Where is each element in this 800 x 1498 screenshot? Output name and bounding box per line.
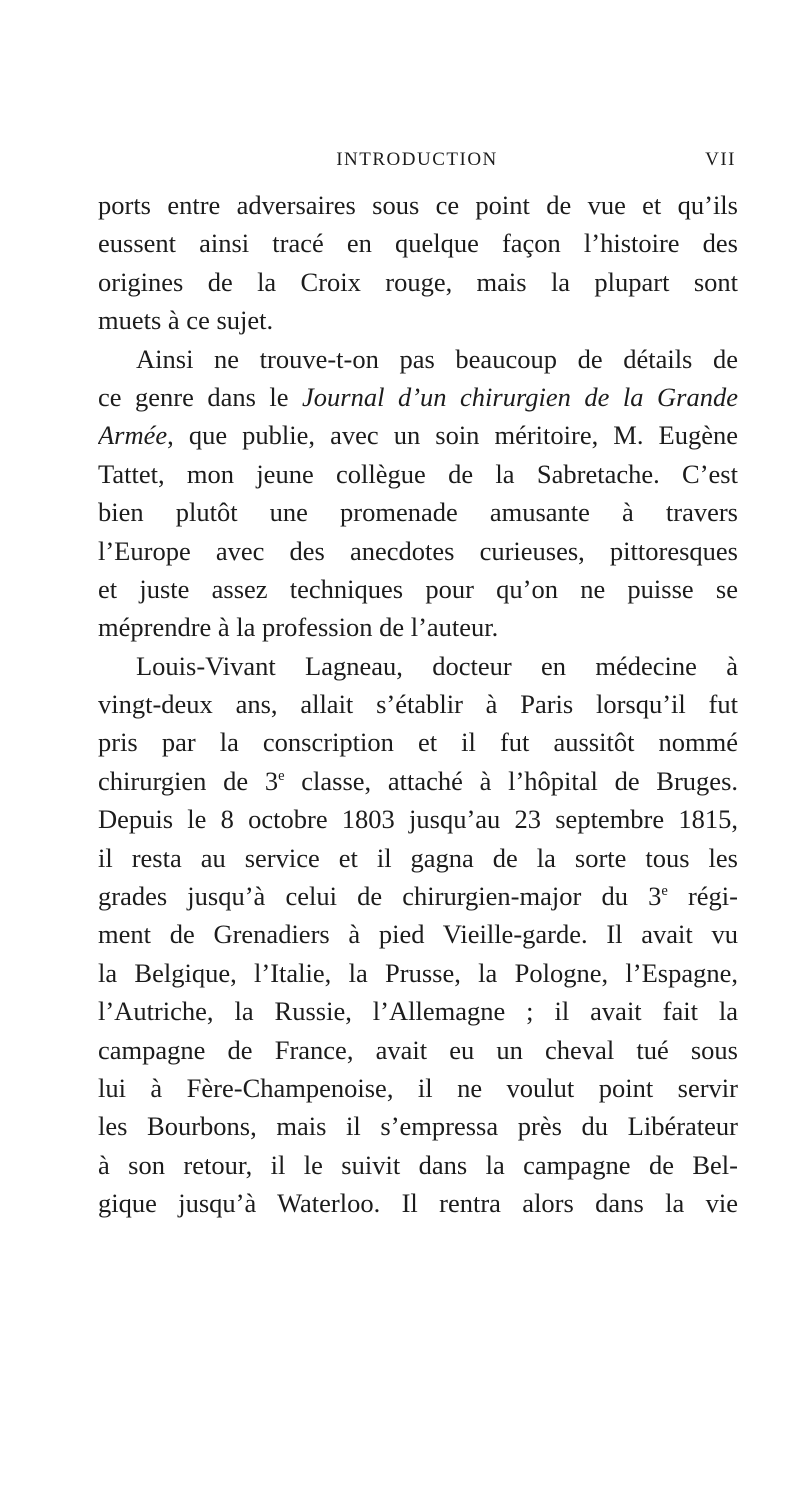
text-line: pris par la conscription et il fut aussitôt nommé	[98, 727, 738, 758]
text-line: méprendre à la profession de l’auteur.	[98, 612, 499, 643]
text-line: il resta au service et il gagna de la sorte tous les	[98, 842, 738, 873]
text-line: ports entre adversaires sous ce point de vue et qu’ils	[98, 190, 738, 220]
running-header	[98, 149, 736, 175]
text-line: à son retour, il le suivit dans la campagne de Bel-	[98, 1149, 738, 1180]
page-number: VII	[705, 149, 736, 170]
superscript: e	[661, 882, 668, 899]
text-line: l’Europe avec des anecdotes curieuses, pittoresques	[98, 535, 738, 566]
text-line	[98, 762, 738, 800]
superscript: e	[278, 767, 285, 784]
text-fragment: classe, attaché à l’hôpital de Bruges.	[284, 765, 738, 796]
text-line: Louis-Vivant Lagneau, docteur en médecine à	[136, 650, 738, 681]
text-line	[98, 378, 738, 416]
text-fragment: ce genre dans le	[98, 381, 289, 412]
text-line: eussent ainsi tracé en quelque façon l’histoire des	[98, 228, 738, 259]
body-text	[98, 186, 738, 1223]
text-line: Ainsi ne trouve-t-on pas beaucoup de détails de	[136, 343, 738, 374]
text-line: la Belgique, l’Italie, la Prusse, la Pologne, l’Espagne,	[98, 957, 738, 988]
text-line: bien plutôt une promenade amusante à travers	[98, 497, 738, 528]
text-line	[98, 416, 738, 454]
running-title: INTRODUCTION	[336, 149, 498, 170]
text-line: campagne de France, avait eu un cheval tué sous	[98, 1034, 738, 1065]
text-line: lui à Fère-Champenoise, il ne voulut point servir	[98, 1072, 738, 1103]
text-fragment: chirurgien de 3	[98, 765, 279, 796]
text-fragment: , que publie, avec un soin méritoire, M. Eugène	[167, 420, 738, 451]
text-line: les Bourbons, mais il s’empressa près du Libérateur	[98, 1111, 738, 1142]
text-line: gique jusqu’à Waterloo. Il rentra alors dans la vie	[98, 1188, 738, 1219]
text-line: et juste assez techniques pour qu’on ne puisse se	[98, 573, 738, 604]
text-line: vingt-deux ans, allait s’établir à Paris lorsqu’il fut	[98, 689, 738, 720]
text-line: Tattet, mon jeune collègue de la Sabretache. C’est	[98, 458, 738, 489]
text-line: muets à ce sujet.	[98, 305, 274, 336]
text-line: Depuis le 8 octobre 1803 jusqu’au 23 septembre 1815,	[98, 804, 738, 835]
text-line: l’Autriche, la Russie, l’Allemagne ; il avait fait la	[98, 996, 738, 1027]
book-title: Armée	[98, 420, 168, 451]
text-fragment: grades jusqu’à celui de chirurgien-major du 3	[98, 881, 662, 912]
text-line	[98, 877, 738, 915]
book-title: Journal d’un chirurgien de la Grande	[302, 381, 738, 412]
text-line: origines de la Croix rouge, mais la plupart sont	[98, 266, 738, 297]
text-fragment: régi-	[667, 881, 738, 912]
text-line: ment de Grenadiers à pied Vieille-garde. Il avait vu	[98, 919, 738, 950]
